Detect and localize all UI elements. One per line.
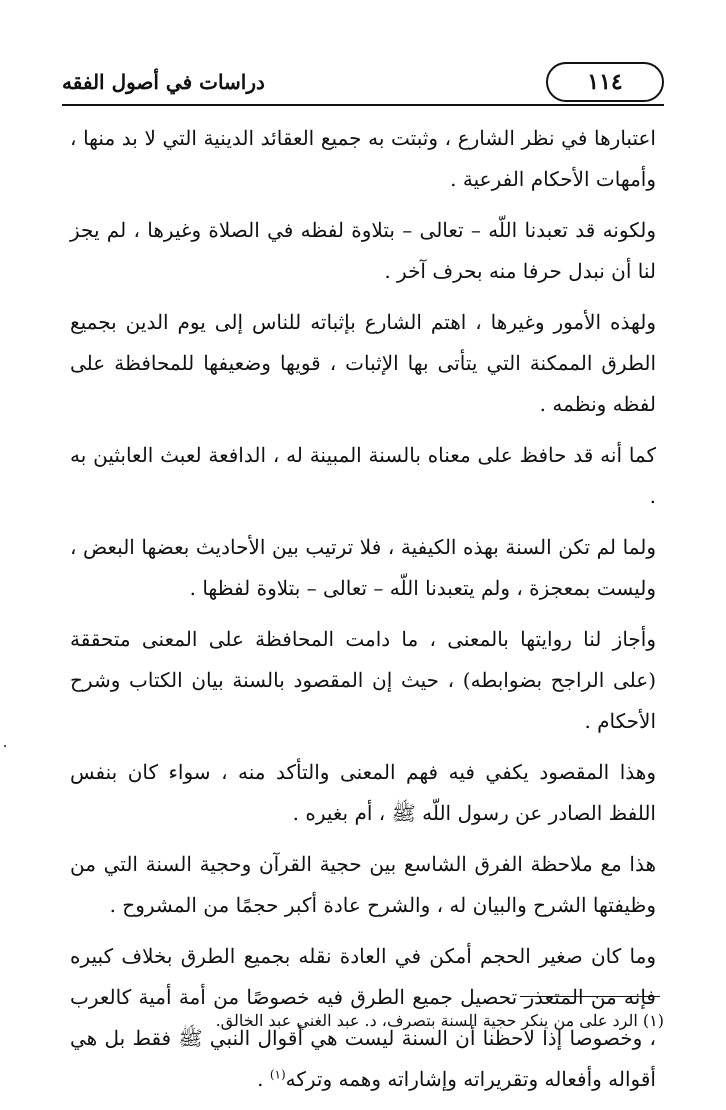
footnotes <box>70 1006 664 1036</box>
paragraph-6: وأجاز لنا روايتها بالمعنى ، ما دامت المحافظة على المعنى متحققة (على الراجح بضوابطه) ، حيث إن المقصود بالسنة بيان الكتاب وشرح الأحكام . <box>70 627 656 733</box>
footnote-divider <box>520 996 660 997</box>
paragraph-8: هذا مع ملاحظة الفرق الشاسع بين حجية القرآن وحجية السنة التي من وظيفتها الشرح والبيان له ، والشرح عادة أكبر حجمًا من المشروح . <box>70 852 656 917</box>
paragraph-5: ولما لم تكن السنة بهذه الكيفية ، فلا ترتيب بين الأحاديث بعضها البعض ، وليست بمعجزة ، ولم يتعبدنا اللّه – تعالى – بتلاوة لفظها . <box>70 535 656 600</box>
paragraph-3: ولهذه الأمور وغيرها ، اهتم الشارع بإثباته للناس إلى يوم الدين بجميع الطرق الممكنة التي يتأتى بها الإثبات ، قويها وضعيفها للمحافظة على لفظه ونظمه . <box>70 310 656 416</box>
body-text <box>70 118 656 1110</box>
paragraph-7: وهذا المقصود يكفي فيه فهم المعنى والتأكد منه ، سواء كان بنفس اللفظ الصادر عن رسول اللّه ﷺ ، أم بغيره . <box>70 760 656 825</box>
footnote-reference: (١) <box>269 1067 286 1082</box>
margin-mark <box>4 745 6 747</box>
paragraph-1: اعتبارها في نظر الشارع ، وثبتت به جميع العقائد الدينية التي لا بد منها ، وأمهات الأحكام الفرعية . <box>70 126 656 191</box>
page-number: ١١٤ <box>587 69 623 95</box>
running-title: دراسات في أصول الفقه <box>62 70 265 94</box>
page-number-badge <box>546 62 664 102</box>
paragraph-9-text: وما كان صغير الحجم أمكن في العادة نقله بجميع الطرق بخلاف كبيره فإنه من المتعذر تحصيل جميع الطرق فيه خصوصًا من أمة أمية كالعرب ، وخصوصا إذا لاحظنا أن السنة ليست هي أقوال النبي ﷺ فقط بل هي أقواله وأفعاله وتقريراته وإشاراته وهمه وتركه <box>70 944 656 1091</box>
footnote-1: (١) الرد على من ينكر حجية السنة بتصرف، د. عبد الغني عبد الخالق. <box>215 1011 664 1030</box>
paragraph-4: كما أنه قد حافظ على معناه بالسنة المبينة له ، الدافعة لعبث العابثين به . <box>70 443 656 508</box>
paragraph-2: ولكونه قد تعبدنا اللّه – تعالى – بتلاوة لفظه في الصلاة وغيرها ، لم يجز لنا أن نبدل حرفا منه بحرف آخر . <box>70 218 656 283</box>
header-divider <box>62 104 664 106</box>
paragraph-9-tail: . <box>257 1067 270 1091</box>
page-header <box>62 62 664 108</box>
